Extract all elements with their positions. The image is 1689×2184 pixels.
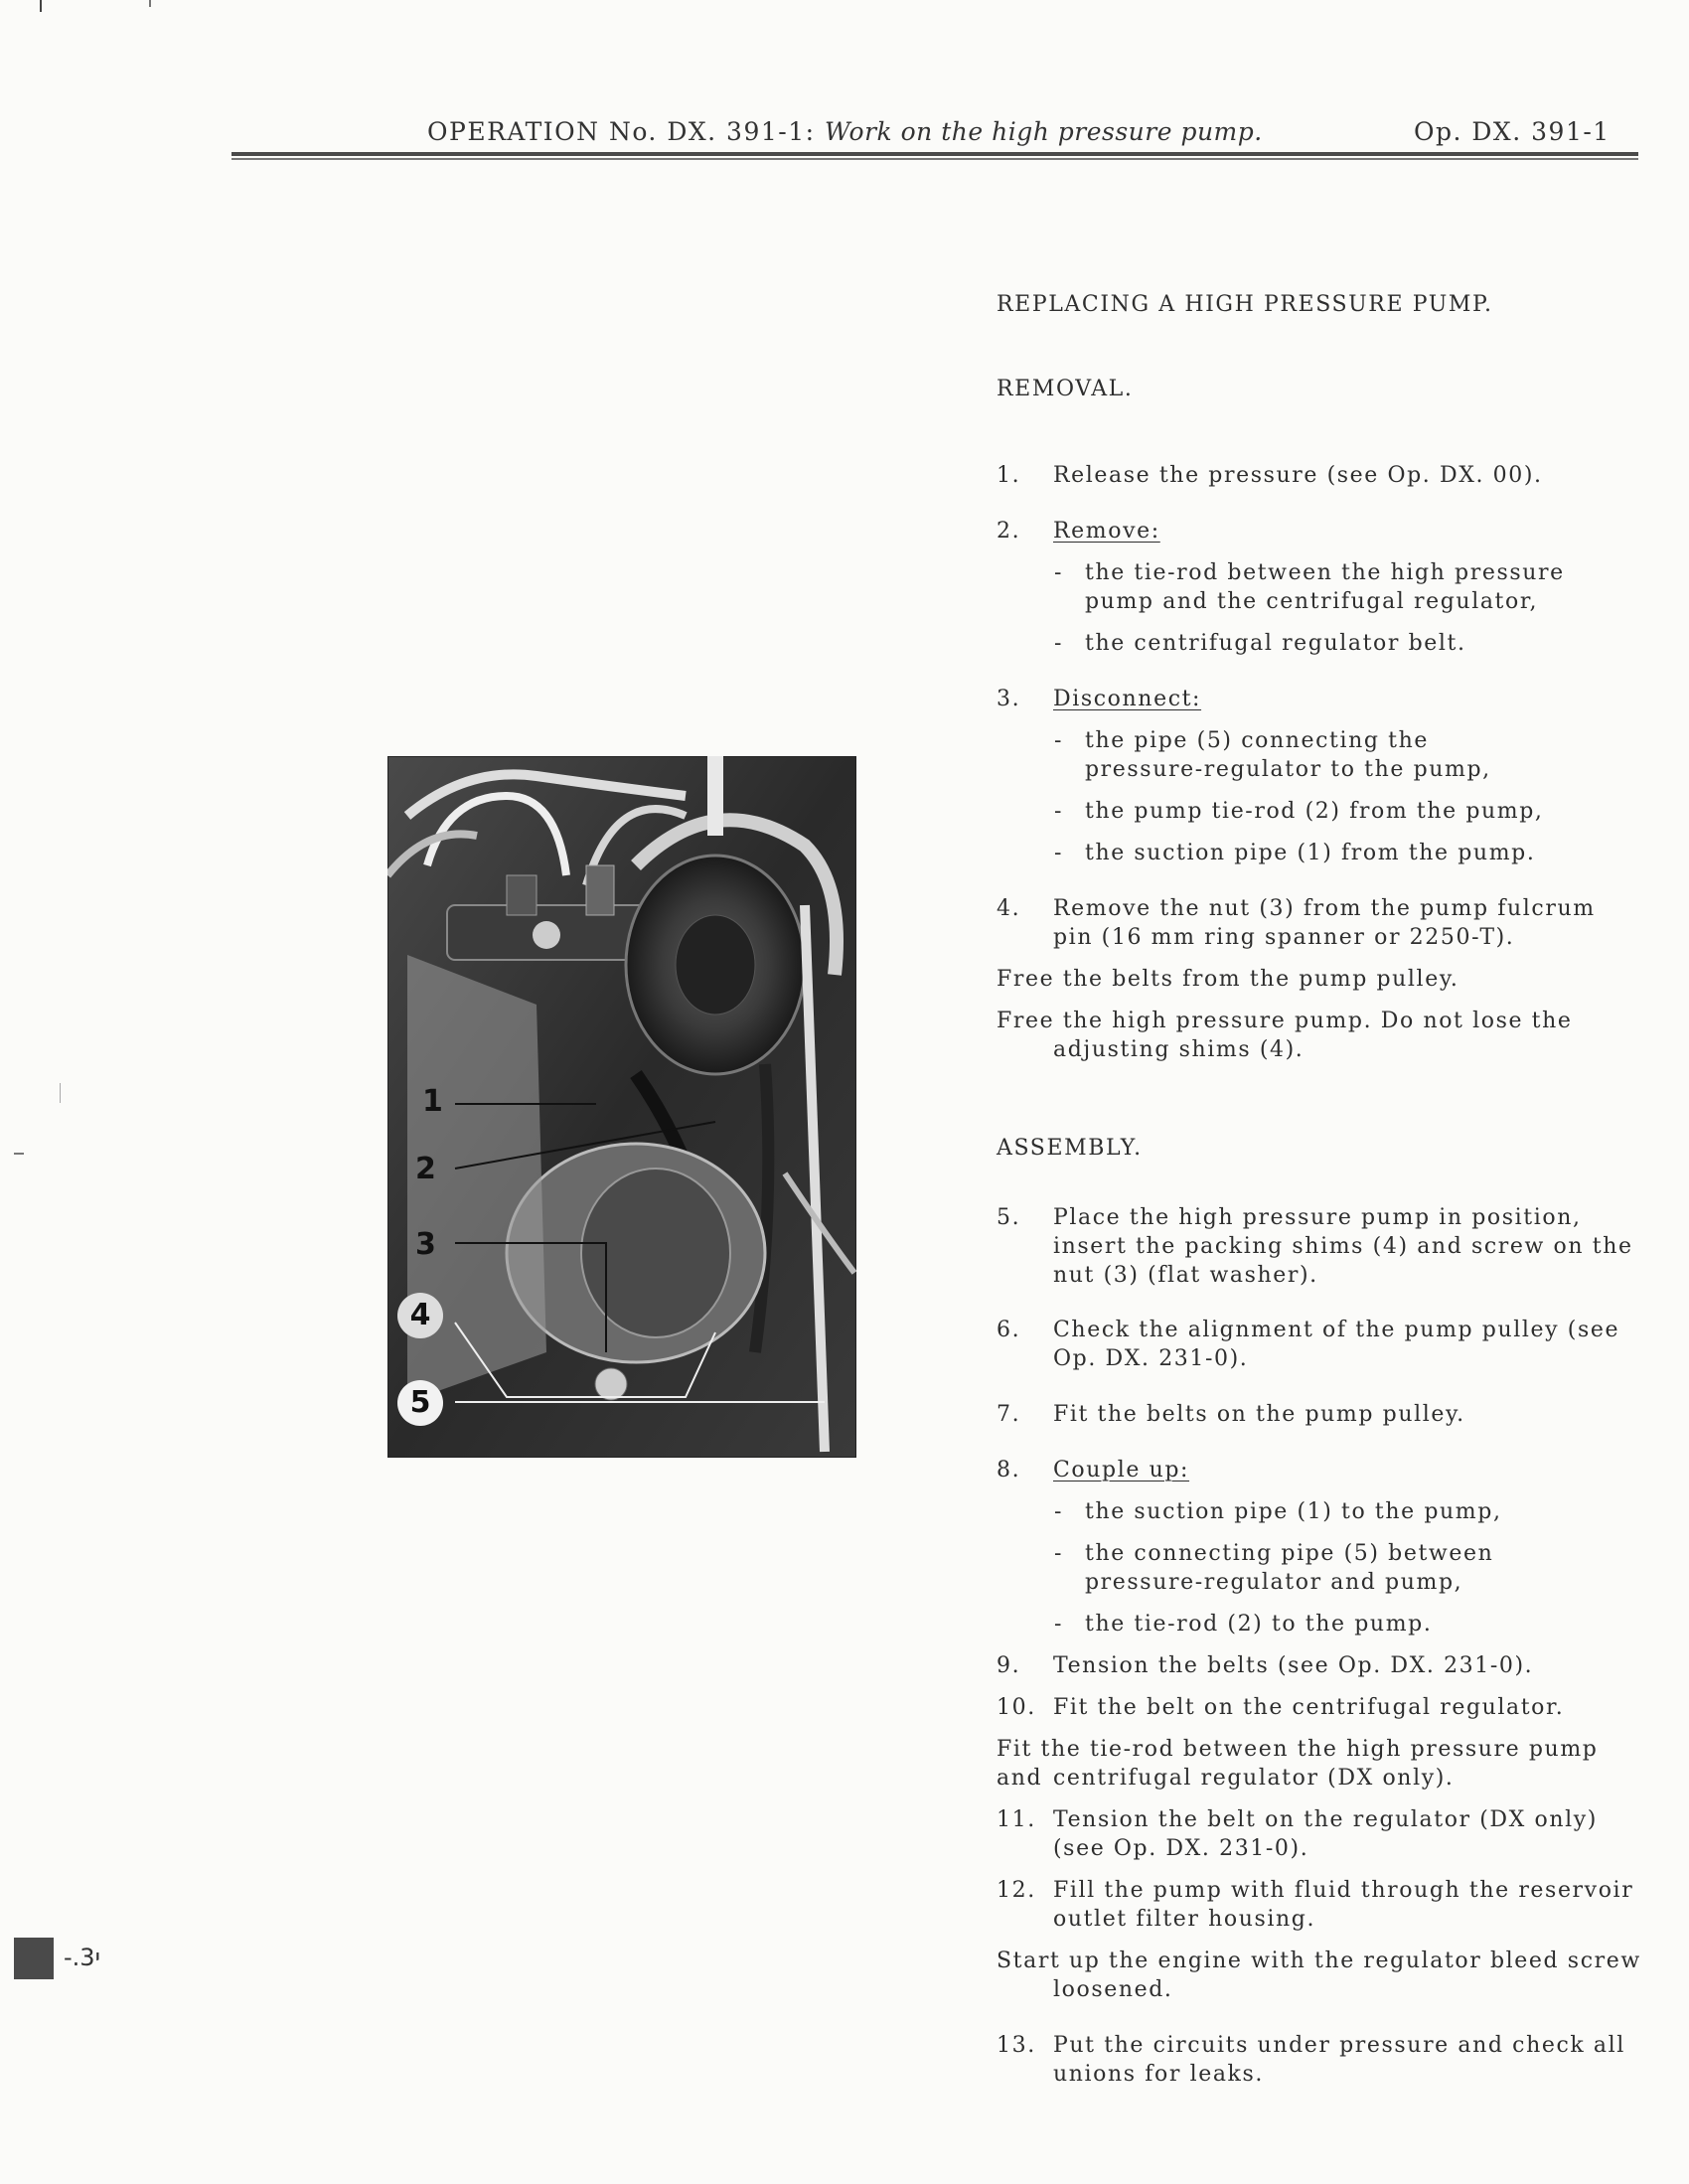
- step-number: 6.: [997, 1318, 1021, 1342]
- scan-mark: [60, 1083, 61, 1103]
- callout-2: 2: [415, 1152, 436, 1186]
- dash: -: [1054, 1612, 1064, 1637]
- sub-item: the connecting pipe (5) between pressure-regulator and pump,: [1085, 1541, 1494, 1595]
- dash: -: [1054, 841, 1064, 865]
- step-text: Fit the belts on the pump pulley.: [1053, 1402, 1465, 1427]
- step-number: 7.: [997, 1402, 1021, 1427]
- step-text: Put the circuits under pressure and check all unions for leaks.: [1053, 2033, 1625, 2087]
- dash: -: [1054, 1499, 1064, 1524]
- callout-3: 3: [415, 1227, 436, 1262]
- step-number: 9.: [997, 1653, 1021, 1678]
- step-number: 11.: [997, 1807, 1036, 1832]
- sub-item: the pump tie-rod (2) from the pump,: [1085, 799, 1544, 824]
- sub-item: the centrifugal regulator belt.: [1085, 631, 1466, 656]
- step-number: 4.: [997, 896, 1021, 921]
- header-operation: OPERATION No. DX. 391-1:: [427, 117, 816, 146]
- dash: -: [1054, 631, 1064, 656]
- section-title: REPLACING A HIGH PRESSURE PUMP.: [997, 292, 1493, 317]
- sub-item: the suction pipe (1) from the pump.: [1085, 841, 1536, 865]
- step-text: Release the pressure (see Op. DX. 00).: [1053, 463, 1543, 488]
- paragraph: Start up the engine with the regulator bleed screw: [997, 1949, 1641, 1973]
- sub-item: the tie-rod between the high pressure pump and the centrifugal regulator,: [1085, 560, 1565, 614]
- assembly-heading: ASSEMBLY.: [997, 1136, 1143, 1161]
- header-left: [427, 117, 1263, 146]
- step-text: [1053, 685, 1639, 713]
- paragraph: Free the belts from the pump pulley.: [997, 967, 1459, 992]
- scan-mark: [40, 0, 42, 12]
- callout-5-label: 5: [409, 1385, 431, 1420]
- step-heading: Couple up:: [1053, 1458, 1190, 1482]
- step-number: 13.: [997, 2033, 1036, 2058]
- paragraph-continued: centrifugal regulator (DX only).: [1053, 1766, 1455, 1791]
- dash: -: [1054, 728, 1064, 753]
- pump-photo: [387, 756, 856, 1458]
- callout-4-label: 4: [409, 1298, 431, 1332]
- dash: -: [1054, 560, 1064, 585]
- header-rule-thin: [231, 158, 1638, 160]
- step-number: 8.: [997, 1458, 1021, 1482]
- header-title: Work on the high pressure pump.: [825, 117, 1263, 146]
- step-text: Tension the belt on the regulator (DX only) (see Op. DX. 231-0).: [1053, 1807, 1598, 1861]
- step-number: 12.: [997, 1878, 1036, 1903]
- step-number: 3.: [997, 687, 1021, 711]
- sub-item: the tie-rod (2) to the pump.: [1085, 1612, 1433, 1637]
- step-text: Place the high pressure pump in position, insert the packing shims (4) and screw on the nut (3) (flat washer).: [1053, 1205, 1633, 1288]
- callout-1: 1: [422, 1084, 443, 1119]
- scan-mark: [14, 1153, 24, 1155]
- sub-item: the suction pipe (1) to the pump,: [1085, 1499, 1502, 1524]
- step-number: 5.: [997, 1205, 1021, 1230]
- removal-heading: REMOVAL.: [997, 377, 1134, 401]
- step-text: Fit the belt on the centrifugal regulator.: [1053, 1695, 1565, 1720]
- step-heading: Disconnect:: [1053, 687, 1202, 711]
- step-text: [1053, 1456, 1639, 1484]
- margin-block: [14, 1938, 54, 1979]
- header-right: Op. DX. 391-1: [1414, 117, 1611, 146]
- scan-mark: [149, 0, 151, 7]
- margin-page-mark: -.י3: [64, 1944, 100, 1971]
- paragraph: Fit the tie-rod between the high pressure pump and: [997, 1737, 1599, 1791]
- step-number: 2.: [997, 519, 1021, 544]
- sub-item: the pipe (5) connecting the pressure-regulator to the pump,: [1085, 728, 1491, 782]
- dash: -: [1054, 799, 1064, 824]
- step-number: 10.: [997, 1695, 1036, 1720]
- pump-photo-drawing: [387, 756, 856, 1458]
- step-text: Check the alignment of the pump pulley (see Op. DX. 231-0).: [1053, 1318, 1620, 1371]
- step-number: 1.: [997, 463, 1021, 488]
- paragraph: Free the high pressure pump. Do not lose the: [997, 1009, 1573, 1033]
- header-rule: [231, 152, 1638, 156]
- paragraph-continued: loosened.: [1053, 1977, 1173, 2002]
- dash: -: [1054, 1541, 1064, 1566]
- paragraph-continued: adjusting shims (4).: [1053, 1037, 1305, 1062]
- step-text: Remove the nut (3) from the pump fulcrum pin (16 mm ring spanner or 2250-T).: [1053, 896, 1596, 950]
- step-text: Tension the belts (see Op. DX. 231-0).: [1053, 1653, 1534, 1678]
- step-text: [1053, 517, 1639, 546]
- callout-5: [397, 1380, 443, 1426]
- callout-4: [397, 1293, 443, 1338]
- step-heading: Remove:: [1053, 519, 1160, 544]
- step-text: Fill the pump with fluid through the reservoir outlet filter housing.: [1053, 1878, 1634, 1932]
